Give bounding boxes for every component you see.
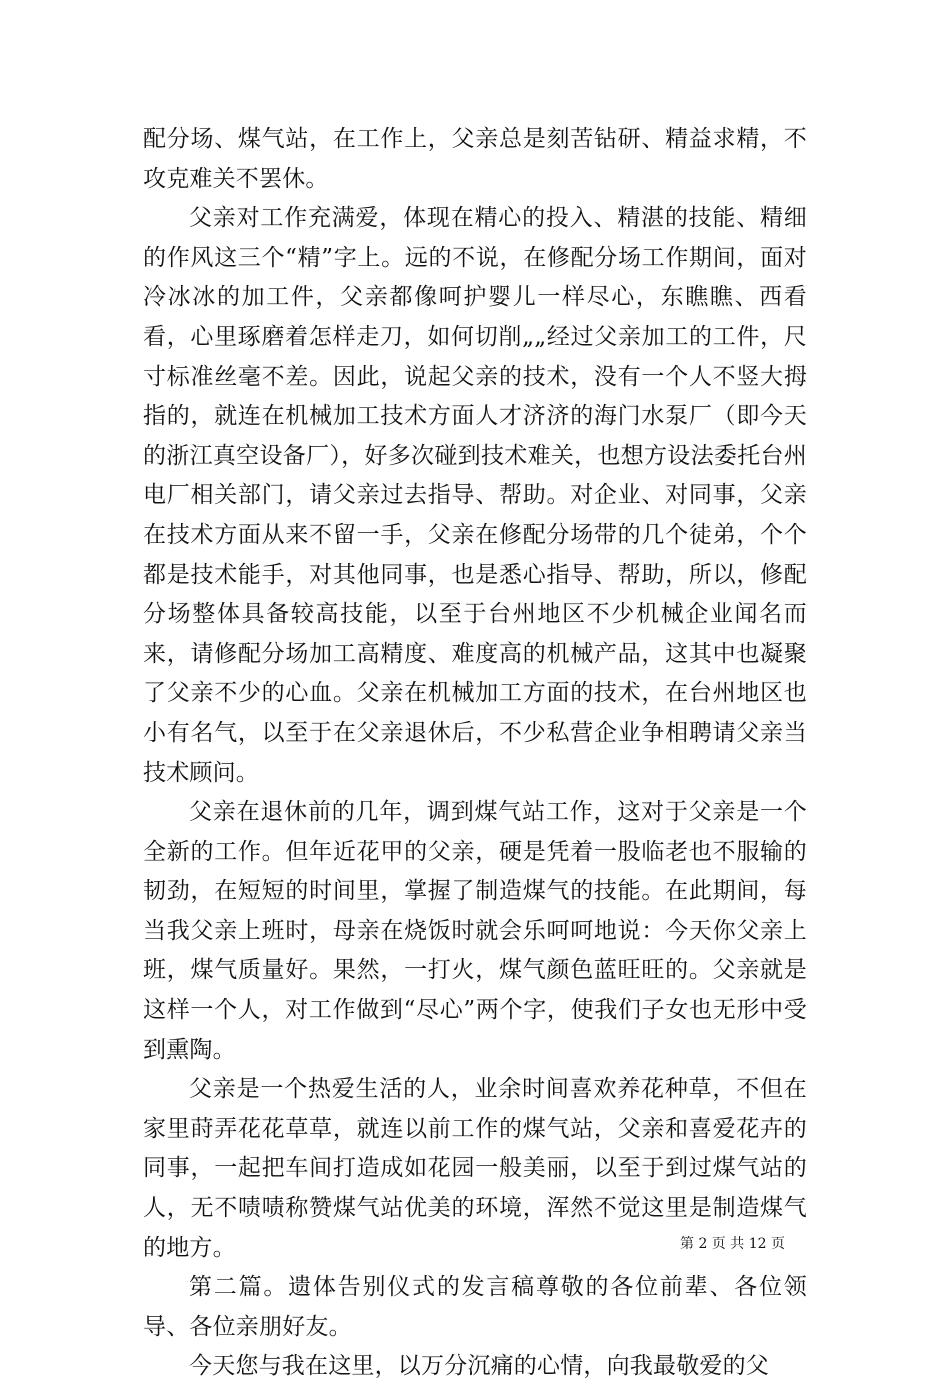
paragraph-5-section-heading: 第二篇。遗体告别仪式的发言稿尊敬的各位前辈、各位领导、各位亲朋好友。 [143,1274,807,1340]
paragraph-2: 父亲对工作充满爱，体现在精心的投入、精湛的技能、精细的作风这三个“精”字上。远的不说，在修配分场工作期间，面对冷冰冰的加工件，父亲都像呵护婴儿一样尽心，东瞧瞧、西看看，心里琢磨着怎样走刀，如何切削„„经过父亲加工的工件，尺寸标准丝毫不差。因此，说起父亲的技术，没有一个人不竖大拇指的，就连在机械加工技术方面人才济济的海门水泵厂（即今天的浙江真空设备厂），好多次碰到技术难关，也想方设法委托台州电厂相关部门，请父亲过去指导、帮助。对企业、对同事，父亲在技术方面从来不留一手，父亲在修配分场带的几个徒弟，个个都是技术能手，对其他同事，也是悉心指导、帮助，所以，修配分场整体具备较高技能，以至于台州地区不少机械企业闻名而来，请修配分场加工高精度、难度高的机械产品，这其中也凝聚了父亲不少的心血。父亲在机械加工方面的技术，在台州地区也小有名气，以至于在父亲退休后，不少私营企业争相聘请父亲当技术顾问。 [143,205,807,786]
paragraph-1: 配分场、煤气站，在工作上，父亲总是刻苦钻研、精益求精，不攻克难关不罢休。 [143,126,807,192]
paragraph-6: 今天您与我在这里，以万分沉痛的心情，向我最敬爱的父 [189,1353,769,1380]
paragraph-4: 父亲是一个热爱生活的人，业余时间喜欢养花种草，不但在家里莳弄花花草草，就连以前工作的煤气站，父亲和喜爱花卉的同事，一起把车间打造成如花园一般美丽，以至于到过煤气站的人，无不啧啧称赞煤气站优美的环境，浑然不觉这里是制造煤气的地方。 [143,1076,807,1261]
paragraph-3: 父亲在退休前的几年，调到煤气站工作，这对于父亲是一个全新的工作。但年近花甲的父亲，硬是凭着一股临老也不服输的韧劲，在短短的时间里，掌握了制造煤气的技能。在此期间，每当我父亲上班时，母亲在烧饭时就会乐呵呵地说：今天你父亲上班，煤气质量好。果然，一打火，煤气颜色蓝旺旺的。父亲就是这样一个人，对工作做到“尽心”两个字，使我们子女也无形中受到熏陶。 [143,799,807,1063]
page-number-footer: 第 2 页 共 12 页 [680,1236,785,1252]
document-body [143,120,807,1387]
